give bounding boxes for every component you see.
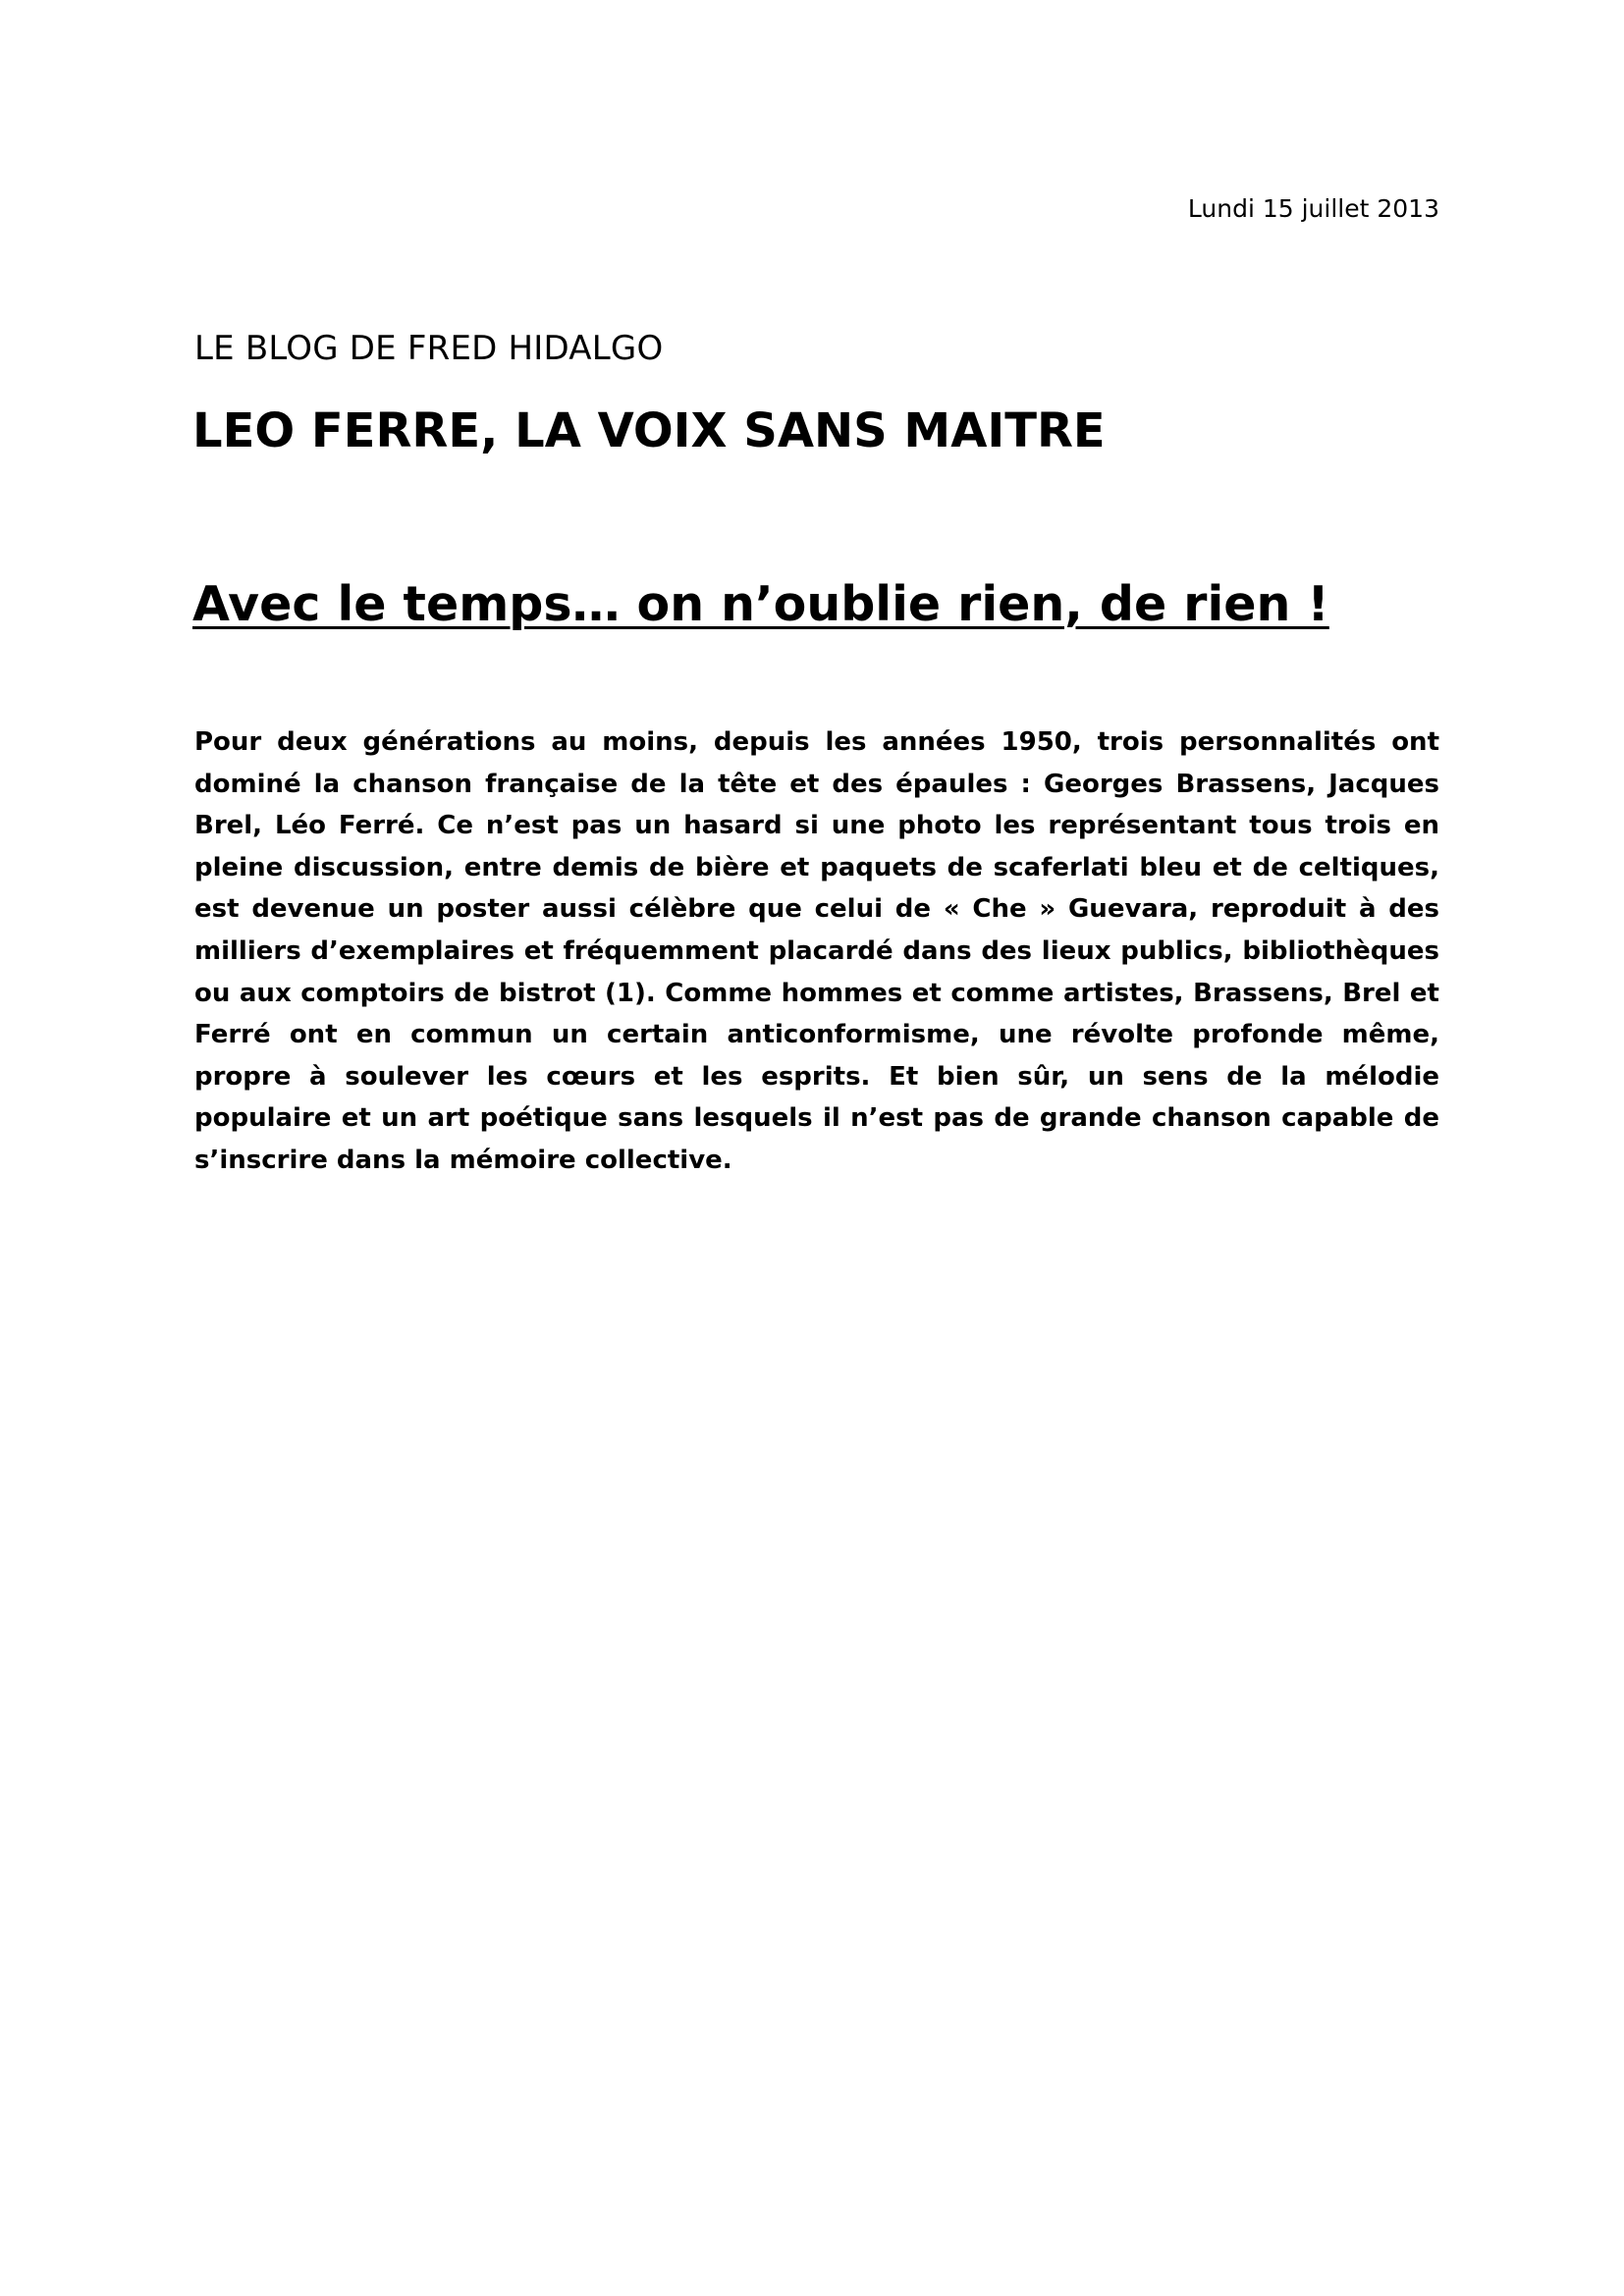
document-date: Lundi 15 juillet 2013: [1187, 194, 1439, 223]
blog-name: LE BLOG DE FRED HIDALGO: [194, 329, 664, 368]
document-title: LEO FERRE, LA VOIX SANS MAITRE: [192, 403, 1106, 458]
article-paragraph: Pour deux générations au moins, depuis les années 1950, trois personnalités ont dominé la chanson française de la tête et des épaules : Georges Brassens, Jacques Brel, Léo Ferré. Ce n’est pas un hasard si une photo les représentant tous trois en pleine discussion, entre demis de bière et paquets de scaferlati bleu et de celtiques, est devenue un poster aussi célèbre que celui de « Che » Guevara, reproduit à des milliers d’exemplaires et fréquemment placardé dans des lieux publics, bibliothèques ou aux comptoirs de bistrot (1). Comme hommes et comme artistes, Brassens, Brel et Ferré ont en commun un certain anticonformisme, une révolte profonde même, propre à soulever les cœurs et les esprits. Et bien sûr, un sens de la mélodie populaire et un art poétique sans lesquels il n’est pas de grande chanson capable de s’inscrire dans la mémoire collective.: [194, 727, 1439, 1175]
article-title: Avec le temps… on n’oublie rien, de rien !: [192, 576, 1329, 632]
